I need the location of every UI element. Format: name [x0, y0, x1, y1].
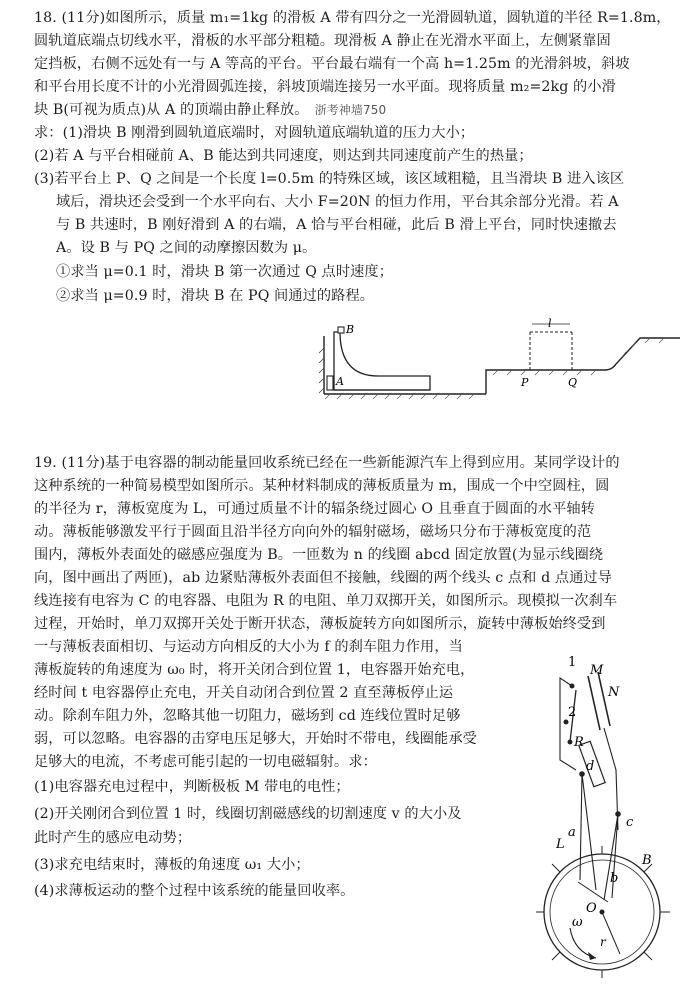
q19-line-16: (2)开关刚闭合到位置 1 时，线圈切割磁感线的切割速度 v 的大小及 — [34, 806, 462, 822]
platform — [486, 338, 680, 394]
q19-line-8: 过程，开始时，单刀双掷开关处于断开状态，薄板旋转方向如图所示，旋转中薄板始终受到 — [34, 616, 606, 632]
coil-ab-side — [578, 882, 608, 902]
ground-hatch — [325, 394, 474, 399]
label-b: B — [346, 323, 355, 336]
q18-line-2: 圆轨道底端点切线水平，滑板的水平部分粗糙。现滑板 A 静止在光滑水平面上，左侧紧靠固 — [34, 33, 611, 49]
q19-line-15: (1)电容器充电过程中，判断极板 M 带电的电性； — [34, 779, 350, 795]
q19-figure — [530, 650, 690, 982]
q19-line-9: 一与薄板表面相切、与运动方向相反的大小为 f 的刹车阻力作用，当 — [34, 639, 463, 655]
watermark: 浙考神墙750 — [314, 103, 387, 117]
capacitor-plate-m — [588, 676, 600, 730]
pq-region — [530, 332, 572, 370]
q19-line-5: 围内，薄板外表面处的磁感应强度为 B。一匝数为 n 的线圈 abcd 固定放置(为显示线圈绕 — [34, 547, 604, 563]
rotation-arrowhead — [588, 952, 596, 960]
q19-line-3: 的半径为 r，薄板宽度为 L，可通过质量不计的辐条绕过圆心 O 且垂直于圆面的水平轴转 — [34, 501, 595, 517]
label-2: 2 — [568, 705, 577, 720]
label-n: N — [608, 685, 620, 700]
q18-line-10: 与 B 共速时，B 刚好滑到 A 的右端，A 恰与平台相碰，此后 B 滑上平台，同时快速撤去 — [56, 217, 617, 233]
q18-line-6: 求：(1)滑块 B 刚滑到圆轨道底端时，对圆轨道底端轨道的压力大小； — [34, 125, 475, 141]
q18-line-5-text: 块 B(可视为质点)从 A 的顶端由静止释放。 — [34, 102, 309, 118]
label-b-field: B — [642, 853, 652, 868]
q19-line-13: 弱，可以忽略。电容器的击穿电压足够大，开始时不带电，线圈能承受 — [34, 731, 477, 747]
q18-line-13: ②求当 μ=0.9 时，滑块 B 在 PQ 间通过的路程。 — [56, 288, 375, 304]
stopper-block — [327, 376, 333, 390]
q19-line-10: 薄板旋转的角速度为 ω₀ 时，将开关闭合到位置 1，电容器开始充电， — [34, 662, 475, 678]
q18-line-5 — [34, 100, 386, 120]
q19-line-14: 足够大的电流，不考虑可能引起的一切电磁辐射。求： — [34, 754, 377, 770]
q18-line-4: 和平台用长度不计的小光滑圆弧连接，斜坡顶端连接另一水平面。现将质量 m₂=2kg 的小滑 — [34, 79, 616, 95]
label-l: l — [548, 318, 552, 330]
label-q: Q — [568, 376, 578, 389]
switch-contact-2 — [564, 720, 569, 725]
label-b: b — [610, 871, 619, 886]
q18-line-12: ①求当 μ=0.1 时，滑块 B 第一次通过 Q 点时速度； — [56, 264, 393, 280]
q19-line-2: 这种系统的一种简易模型如图所示。某种材料制成的薄板质量为 m，围成一个中空圆柱，圆 — [34, 478, 610, 494]
label-l-width: L — [556, 837, 565, 852]
wire-left — [560, 678, 576, 770]
q19-line-4: 动。薄板能够激发平行于圆面且沿半径方向向外的辐射磁场，磁场只分布于薄板宽度的范 — [34, 524, 592, 540]
q18-line-11: A。设 B 与 PQ 之间的动摩擦因数为 μ。 — [56, 240, 317, 256]
q19-line-18: (3)求充电结束时，薄板的角速度 ω₁ 大小； — [34, 857, 310, 873]
label-r: R — [574, 735, 584, 750]
q18-figure — [300, 318, 680, 400]
block-b — [338, 327, 344, 333]
q19-line-12: 动。除刹车阻力外，忽略其他一切阻力，磁场到 cd 连线位置时足够 — [34, 708, 461, 724]
label-a: A — [336, 375, 344, 388]
label-m: M — [590, 663, 604, 678]
label-a: a — [568, 825, 576, 840]
q19-line-19: (4)求薄板运动的整个过程中该系统的能量回收率。 — [34, 883, 355, 899]
q18-line-3: 定挡板，右侧不远处有一与 A 等高的平台。平台最右端有一个高 h=1.25m 的光滑斜坡，斜坡 — [34, 56, 630, 72]
label-o: O — [586, 901, 597, 916]
label-d: d — [586, 759, 595, 774]
label-p: P — [521, 376, 529, 389]
q19-line-1: 19. (11分)基于电容器的制动能量回收系统已经在一些新能源汽车上得到应用。某同学设计的 — [34, 455, 620, 471]
q19-line-17: 此时产生的感应电动势； — [34, 830, 192, 846]
q19-line-11: 经时间 t 电容器停止充电，开关自动闭合到位置 2 直至薄板停止运 — [34, 685, 454, 701]
label-omega: ω — [572, 915, 583, 930]
rotation-arrow — [570, 928, 596, 958]
q19-line-7: 线连接有电容为 C 的电容器、电阻为 R 的电阻、单刀双掷开关，如图所示。现模拟一次刹车 — [34, 593, 618, 609]
q18-line-8: (3)若平台上 P、Q 之间是一个长度 l=0.5m 的特殊区域，该区域粗糙，且当滑块 B 进入该区 — [34, 171, 625, 187]
label-r-radius: r — [600, 935, 606, 949]
label-1: 1 — [568, 655, 577, 670]
label-c: c — [626, 815, 634, 830]
q18-line-1: 18. (11分)如图所示，质量 m₁=1kg 的滑板 A 带有四分之一光滑圆轨道，圆轨道的半径 R=1.8m， — [34, 10, 671, 26]
q18-line-7: (2)若 A 与平台相碰前 A、B 能达到共同速度，则达到共同速度前产生的热量； — [34, 148, 533, 164]
slider-a-body — [334, 332, 430, 390]
q18-line-9: 域后，滑块还会受到一个水平向右、大小 F=20N 的恒力作用，平台其余部分光滑。若 A — [56, 194, 619, 210]
q19-line-6: 向，图中画出了两匝)，ab 边紧贴薄板外表面但不接触，线圈的两个线头 c 点和 d 点通过导 — [34, 570, 613, 586]
wall-hatch — [319, 348, 324, 393]
